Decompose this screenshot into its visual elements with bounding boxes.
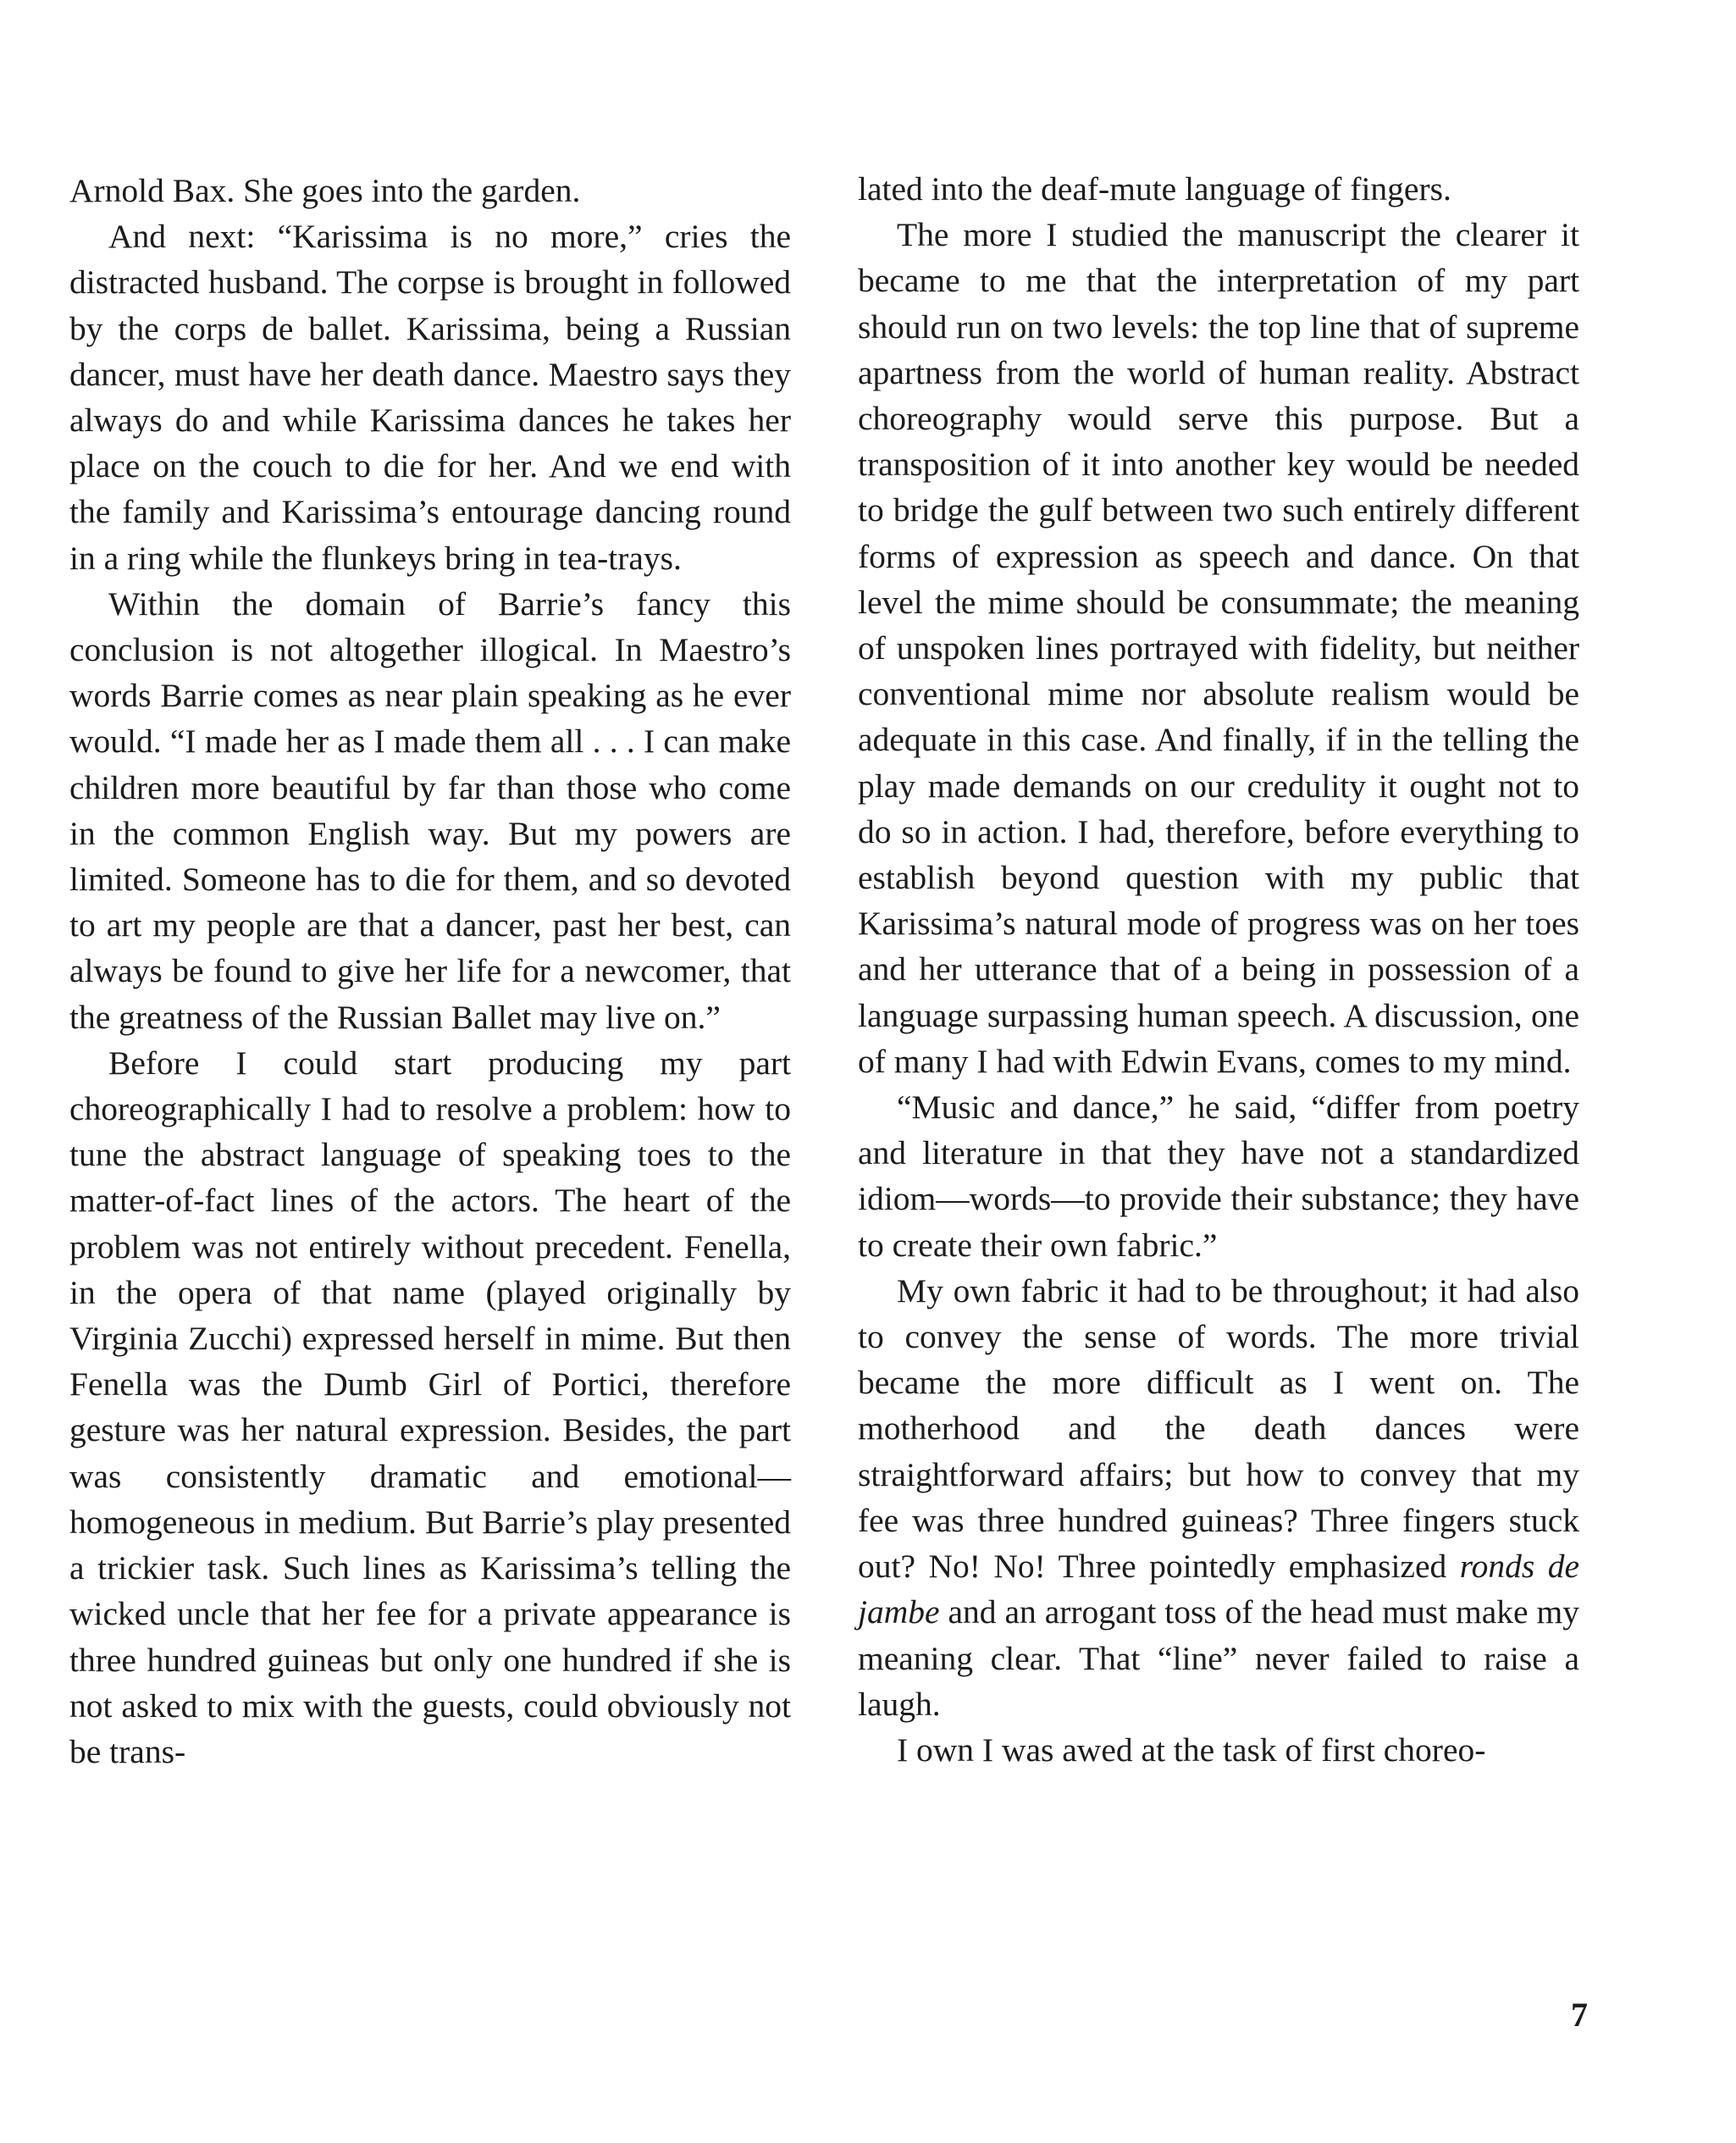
paragraph: I own I was awed at the task of first choreo-: [897, 1730, 1486, 1769]
paragraph: And next: “Karissima is no more,” cries the distracted husband. The corpse is brought in followed by the corps de ballet. Karissima, being a Russian dancer, must have her death dance. Maestro says they always do and while Karissima dances he takes her place on the couch to die for her. And we end with the family and Karissima’s entourage dancing round in a ring while the flunkeys bring in tea-trays.: [69, 218, 791, 577]
paragraph-text: My own fabric it had to be throughout; it had also to convey the sense of words. The more trivial became the more difficult as I went on. The motherhood and the death dances were straightforward affairs; but how to convey that my fee was three hundred guineas? Three fingers stuck out? No! No! Three pointedly emphasized: [858, 1271, 1579, 1586]
paragraph: The more I studied the manuscript the clearer it became to me that the interpretation of my part should run on two levels: the top line that of supreme apartness from the world of human reality. Abstract choreography would serve this purpose. But a transposition of it into another key would be needed to bridge the gulf between two such entirely different forms of expression as speech and dance. On that level the mime should be consummate; the meaning of unspoken lines portrayed with fidelity, but neither conventional mime nor absolute realism would be adequate in this case. And finally, if in the telling the play made demands on our credulity it ought not to do so in action. I had, therefore, before everything to establish beyond question with my public that Karissima’s natural mode of progress was on her toes and her utterance that of a being in possession of a language surpassing human speech. A discussion, one of many I had with Edwin Evans, comes to my mind.: [858, 216, 1579, 1080]
paragraph: [858, 1268, 1579, 1727]
paragraph-continued: Arnold Bax. She goes into the garden.: [69, 172, 581, 209]
left-column: [69, 168, 791, 1775]
paragraph: “Music and dance,” he said, “differ from poetry and literature in that they have not a standardized idiom—words—to provide their substance; they have to create their own fabric.”: [858, 1088, 1579, 1264]
right-column: [858, 166, 1579, 1773]
paragraph-text: and an arrogant toss of the head must make my meaning clear. That “line” never failed to raise a laugh.: [858, 1593, 1579, 1723]
page-number: 7: [1571, 1996, 1588, 2034]
paragraph: Before I could start producing my part choreographically I had to resolve a problem: how to tune the abstract language of speaking toes to the matter-of-fact lines of the actors. The heart of the problem was not entirely without precedent. Fenella, in the opera of that name (played originally by Virginia Zucchi) expressed herself in mime. But then Fenella was the Dumb Girl of Portici, therefore gesture was her natural expression. Besides, the part was consistently dramatic and emotional—homogeneous in medium. But Barrie’s play presented a trickier task. Such lines as Karissima’s telling the wicked uncle that her fee for a private appearance is three hundred guineas but only one hundred if she is not asked to mix with the guests, could obviously not be trans-: [69, 1044, 791, 1770]
italic-term: ronds de jambe: [858, 1548, 1579, 1631]
paragraph: Within the domain of Barrie’s fancy this conclusion is not altogether illogical. In Maestro’s words Barrie comes as near plain speaking as he ever would. “I made her as I made them all . . . I can make children more beautiful by far than those who come in the common English way. But my powers are limited. Someone has to die for them, and so devoted to art my people are that a dancer, past her best, can always be found to give her life for a newcomer, that the greatness of the Russian Ballet may live on.”: [69, 584, 791, 1036]
paragraph-continued: lated into the deaf-mute language of fingers.: [858, 170, 1451, 208]
